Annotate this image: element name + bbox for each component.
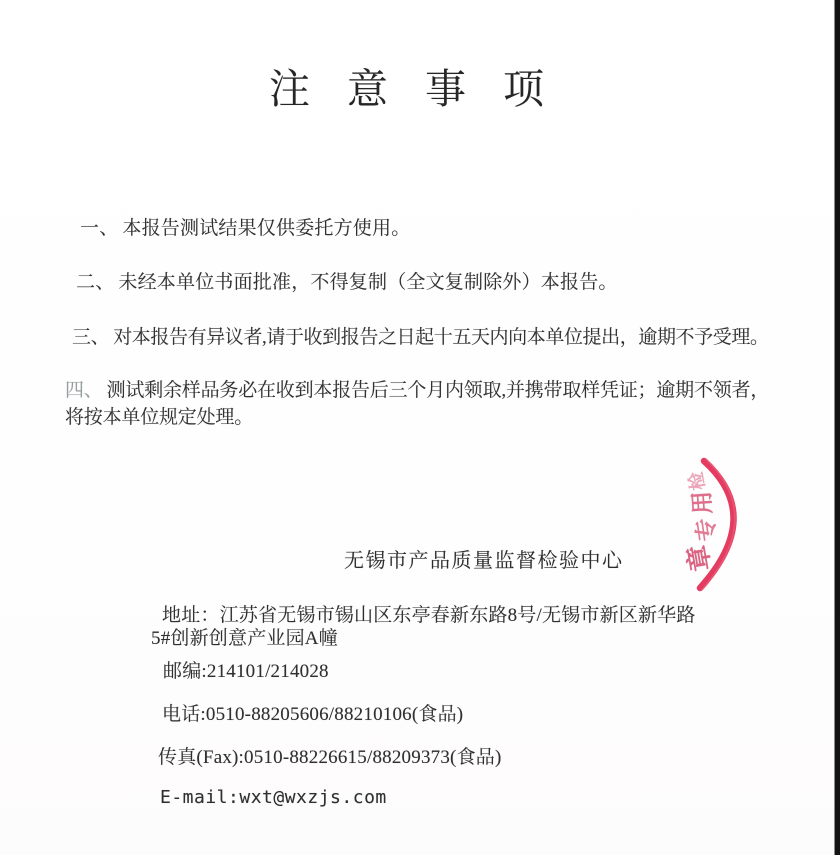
note-number: 四、 — [65, 380, 103, 401]
note-text-line-2: 将按本单位规定处理。 — [65, 407, 254, 428]
note-text-line-1: 测试剩余样品务必在收到本报告后三个月内领取,并携带取样凭证；逾期不领者， — [106, 380, 770, 401]
organization-name: 无锡市产品质量监督检验中心 — [344, 550, 624, 572]
seal-arc — [662, 446, 792, 611]
page-title: 注意事项 — [269, 66, 581, 112]
seal-character: 专 — [692, 516, 721, 543]
address-line-2: 5#创新创意产业园A幢 — [151, 628, 338, 649]
email-line: E-mail:wxt@wxzjs.com — [160, 787, 387, 808]
note-number: 一、 — [80, 218, 119, 239]
note-item-3 — [72, 322, 769, 349]
note-text: 对本报告有异议者,请于收到报告之日起十五天内向本单位提出，逾期不予受理。 — [113, 327, 769, 348]
note-text: 未经本单位书面批准，不得复制（全文复制除外）本报告。 — [118, 272, 618, 293]
scanner-edge-line — [834, 0, 840, 855]
address-line-1: 地址：江苏省无锡市锡山区东亭春新东路8号/无锡市新区新华路 — [162, 605, 696, 626]
seal-character: 章 — [682, 542, 717, 574]
phone-line: 电话:0510-88205606/88210106(食品) — [162, 704, 464, 725]
fax-line: 传真(Fax):0510-88226615/88209373(食品) — [158, 747, 502, 768]
note-number: 三、 — [72, 327, 110, 348]
note-text: 本报告测试结果仅供委托方使用。 — [122, 218, 411, 239]
seal-character: 用 — [689, 490, 716, 515]
postcode-line: 邮编:214101/214028 — [163, 661, 329, 682]
note-number: 二、 — [76, 272, 115, 293]
note-item-4 — [65, 377, 795, 431]
red-seal-stamp — [662, 446, 792, 611]
note-item-2 — [76, 267, 618, 294]
seal-character: 检 — [685, 470, 709, 492]
note-item-1 — [80, 213, 410, 240]
